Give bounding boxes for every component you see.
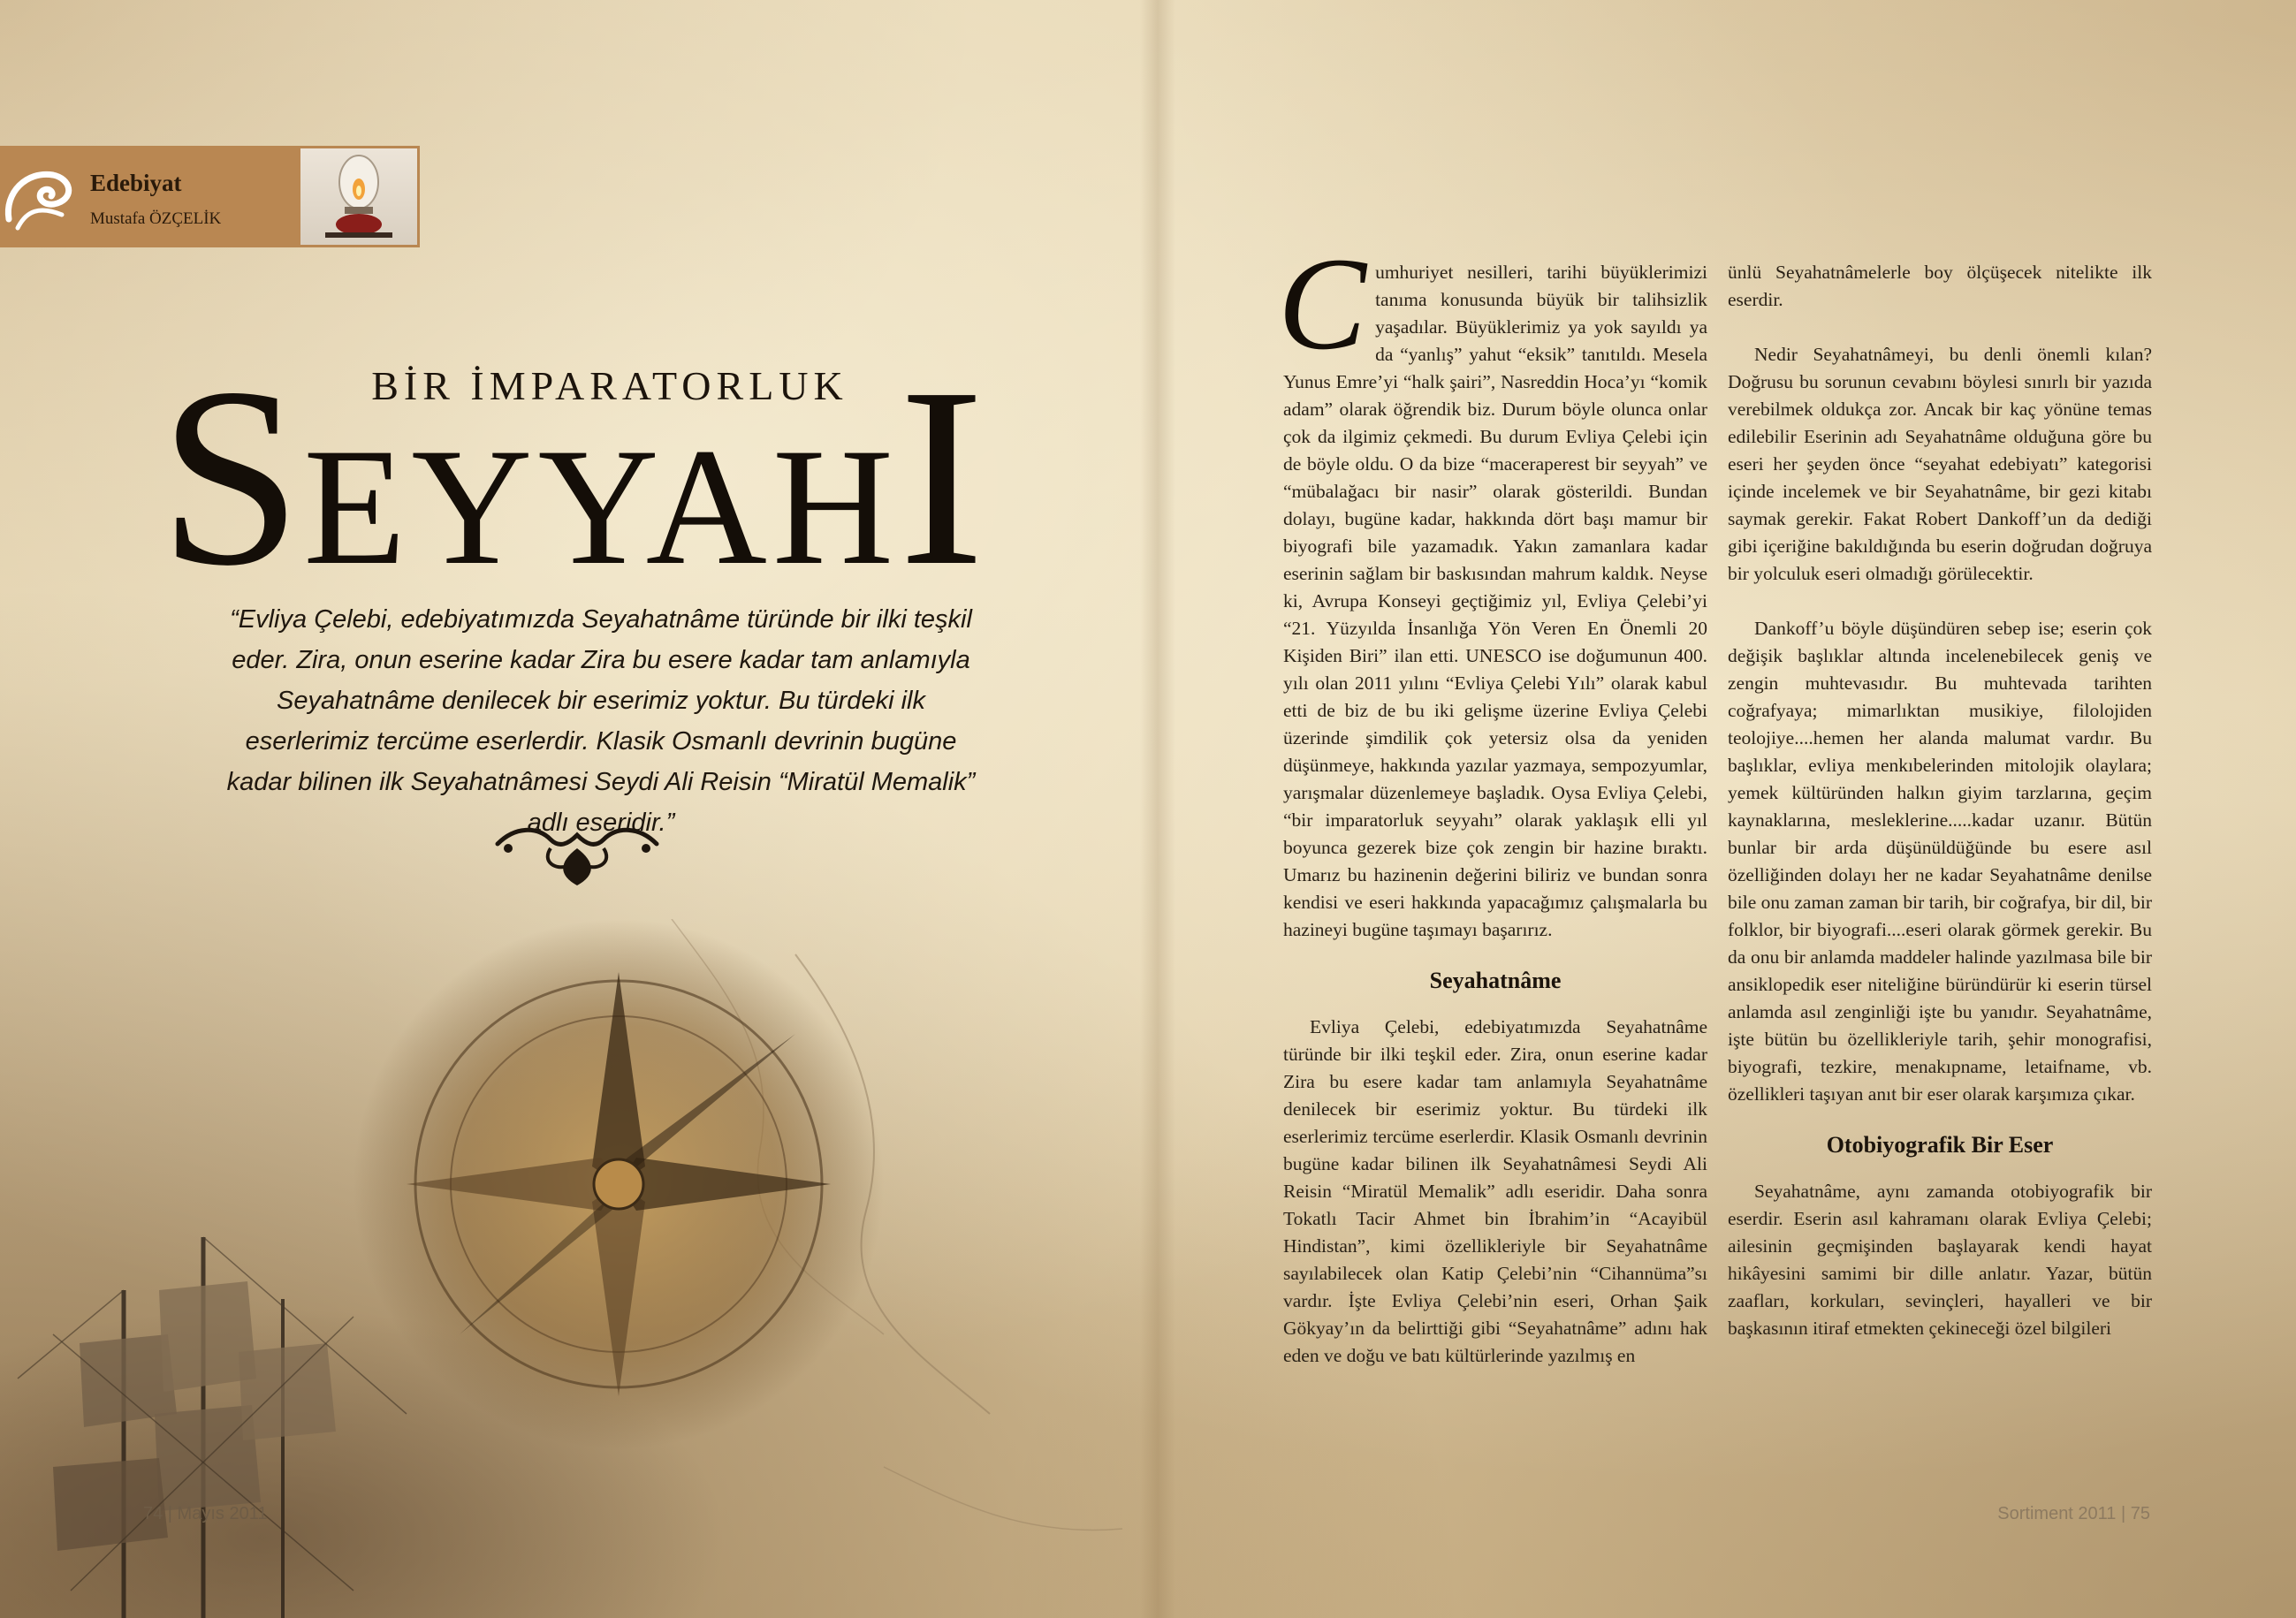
article-paragraph: Evliya Çelebi, edebiyatımızda Seyahatnâme türünde bir ilki teşkil eder. Zira, onun eserine kadar Zira bu esere kadar tam anlamıyla Seyahatnâme denilecek bir eserimiz yoktur. Bu türdeki ilk eserlerimiz tercüme eserlerdir. Klasik Osmanlı devrinin bugüne kadar bilinen ilk Seyahatnâmesi Seydi Ali Reisin “Miratül Memalik” adlı eseridir. Daha sonra Tokatlı Tacir Ahmet bin İbrahim’in “Acayibül Hindistan”, kimi özellikleriyle bir Seyahatnâme sayılabilecek olan Katip Çelebi’nin “Cihannüma”sı vardır. İşte Evliya Çelebi’nin eseri, Orhan Şaik Gökyay’ın da belirttiği gibi “Seyahatnâme” adını hak eden ve doğu ve batı kültürlerinde yazılmış en [1283, 1016, 1707, 1366]
article-paragraph: Dankoff’u böyle düşündüren sebep ise; eserin çok değişik başlıklar altında incelenebilecek geniş ve zengin muhtevasıdır. Bu muhtevada tarihten coğrafyaya; mimarlıktan musikiye, filolojiden teolojiye....hemen her alanda malumat vardır. Bu başlıklar, evliya menkıbelerinden mitolojik olaylara; yemek kültüründen halkın giyim tarzlarına, geçim kaynaklarına, mesleklerine.....kadar uzanır. Bütün bunlar bir arda düşünüldüğünde bu esere asıl özelliğinden dolayı her ne kadar Seyahatnâme denilse bile onu zaman zaman bir tarih, bir coğrafya, bir dil, bir folklor, bir biyografi....eseri olarak görmek gerekir. Bu da onu bir anlamda maddeler halinde yazılmasa bile bir ansiklopedik eser niteliğine büründürür ki eserin türsel anlamda asıl zenginliği işte bu yanıdır. Seyahatnâme, işte bütün bu özellikleriyle tarih, şehir monografisi, biyografi, tezkire, menakıpname, letaifname, vb. özellikleri taşıyan anıt bir eser olarak karşımıza çıkar. [1728, 618, 2152, 1105]
fleuron-ornament-icon [489, 822, 665, 888]
title-initial-s: S [159, 335, 304, 619]
title-middle: EYYAH [303, 414, 900, 600]
title-kicker: BİR İMPARATORLUK [371, 363, 848, 408]
paragraph-text: umhuriyet nesilleri, tarihi büyüklerimizi tanıma konusunda büyük bir talihsizlik yaşadılar. Büyüklerimiz ya yok sayıldı ya da “yanlış” yahut “eksik” tanıtıldı. Mesela Yunus Emre’yi “halk şairi”, Nasreddin Hoca’yı “komik adam” olarak öğrendik biz. Durum böyle olunca onlar çok da ilgimiz çekmedi. Bu durum Evliya Çelebi için de böyle oldu. O da bize “maceraperest bir seyyah” ve “mübalağacı bir nasir” olarak gösterildi. Bundan dolayı, bugüne kadar, hakkında dört başı mamur bir biyografi bile yazamadık. Yakın zamanlara kadar eserinin sağlam bir baskısından mahrum kaldık. Neyse ki, Avrupa Konseyi geçtiğimiz yıl, Evliya Çelebi’yi “21. Yüzyılda İnsanlığa Yön Veren En Önemli 20 Kişiden Biri” ilan etti. UNESCO ise doğumunun 400. yılı olan 2011 yılını “Evliya Çelebi Yılı” olarak kabul etti de biz de bu iki gelişme üzerine Evliya Çelebi üzerinde şimdilik çok yetersiz olsa da yeniden düşünmeye, hakkında yazılar yazmaya, sempozyumlar, yarışmalar düzenlemeye başladık. Oysa Evliya Çelebi, “bir imparatorluk seyyahı” olarak yaklaşık elli yıl boyunca gezerek bize çok zengin bir hazine bıraktı. Umarız bu hazinenin değerini biliriz ve bundan sonra kendisi ve eseri hakkında yapacağımız çalışmalarla bu hazineyi bugüne taşımayı başarırız. [1283, 262, 1707, 940]
oil-lamp-photo [300, 148, 417, 245]
article-paragraph: Nedir Seyahatnâmeyi, bu denli önemli kılan? Doğrusu bu sorunun cevabını böylesi sınırlı bir yazıda verebilmek oldukça zor. Ancak bir kaç yönüne temas edilebilir Eserinin adı Seyahatnâme olduğuna göre bu eseri her şeyden önce “seyahat edebiyatı” kategorisi içinde incelemek ve bir Seyahatnâme, bir gezi kitabı saymak gerekir. Fakat Robert Dankoff’un da dediği gibi içeriğine bakıldığında bu eserin doğrudan doğruya bir yolculuk eseri olmadığı görülecektir. [1728, 344, 2152, 584]
author-name: Mustafa ÖZÇELİK [90, 209, 222, 228]
compass-illustration [354, 919, 884, 1449]
article-paragraph [1278, 231, 1707, 944]
swirl-ornament-icon [0, 157, 80, 237]
subhead-seyahatname: Seyahatnâme [1429, 968, 1562, 993]
pull-quote: “Evliya Çelebi, edebiyatımızda Seyahatnâme türünde bir ilki teşkil eder. Zira, onun eserine kadar Zira bu esere kadar tam anlamıyla Seyahatnâme denilecek bir eserimiz yoktur. Bu türdeki ilk eserlerimiz tercüme eserlerdir. Klasik Osmanlı devrinin bugüne kadar bilinen ilk Seyahatnâmesi Seydi Ali Reisin “Miratül Memalik” adlı eseridir.” [226, 605, 976, 837]
section-name: Edebiyat [90, 170, 182, 196]
article-paragraph: Seyahatnâme, aynı zamanda otobiyografik bir eserdir. Eserin asıl kahramanı olarak Evliya Çelebi; ailesinin geçmişinden başlayarak kendi hayat hikâyesini samimi bir dille anlatır. Yazar, bütün zaafları, korkuları, sevinçleri, hayalleri ve bir başkasının itiraf etmekten çekineceği özel bilgileri [1728, 1181, 2152, 1339]
subhead-otobiyografik: Otobiyografik Bir Eser [1826, 1132, 2054, 1158]
article-column-2 [1728, 259, 2152, 1342]
drop-cap: C [1278, 231, 1367, 377]
article-paragraph: ünlü Seyahatnâmelerle boy ölçüşecek nitelikte ilk eserdir. [1728, 262, 2152, 310]
page-gutter [1140, 0, 1175, 1618]
article-column-1 [1278, 231, 1707, 1370]
title-final-i: I [899, 335, 986, 619]
folio-right: Sortiment 2011 | 75 [1997, 1504, 2150, 1523]
title-main [159, 335, 986, 635]
folio-left: 74 | Mayıs 2011 [143, 1504, 268, 1523]
